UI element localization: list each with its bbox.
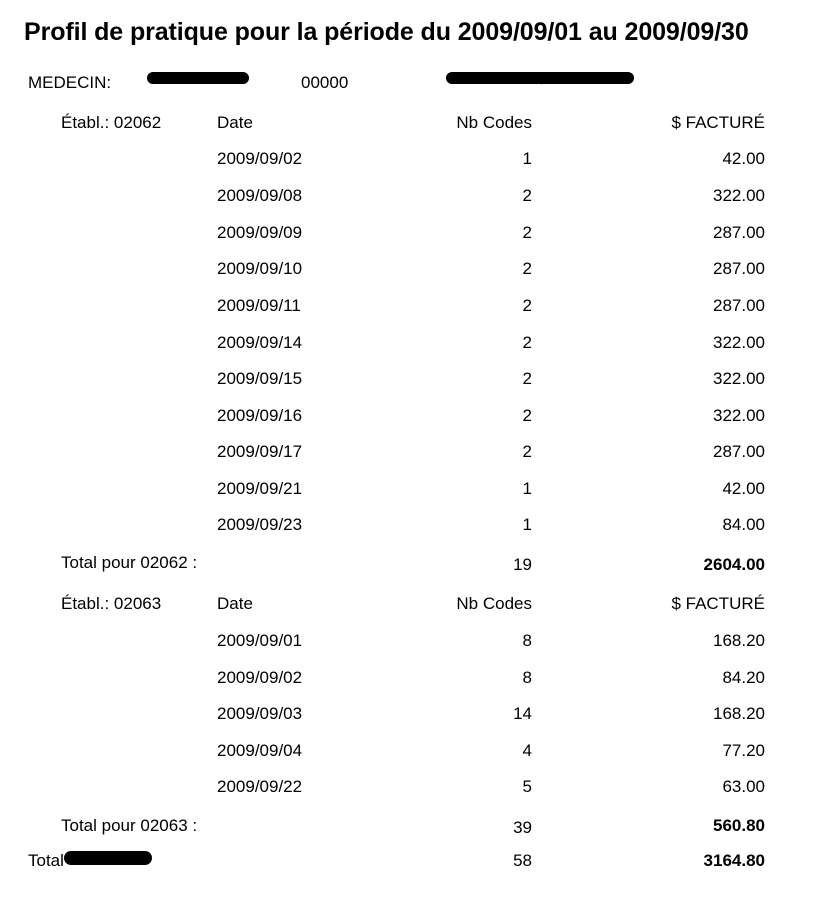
row-amount: 287.00 (713, 296, 765, 315)
row-date: 2009/09/23 (217, 515, 303, 534)
establishment-label: Établ.: 02062 (61, 113, 162, 132)
column-header-date: Date (217, 113, 253, 132)
redaction-medecin-name (446, 72, 634, 84)
row-nb-codes: 2 (522, 223, 532, 242)
column-header-facture: $ FACTURÉ (671, 594, 765, 613)
row-nb-codes: 14 (513, 704, 532, 723)
row-amount: 168.20 (713, 704, 765, 723)
row-date: 2009/09/03 (217, 704, 303, 723)
grand-total-amount: 3164.80 (703, 851, 765, 870)
row-amount: 84.00 (722, 515, 765, 534)
row-amount: 322.00 (713, 406, 765, 425)
subtotal-label: Total pour 02062 : (61, 553, 198, 572)
row-date: 2009/09/02 (217, 668, 303, 687)
row-nb-codes: 2 (522, 296, 532, 315)
row-date: 2009/09/21 (217, 479, 303, 498)
row-date: 2009/09/01 (217, 631, 303, 650)
row-date: 2009/09/14 (217, 333, 303, 352)
row-nb-codes: 2 (522, 406, 532, 425)
row-date: 2009/09/11 (217, 296, 301, 315)
row-nb-codes: 8 (522, 631, 532, 650)
row-amount: 287.00 (713, 259, 765, 278)
row-date: 2009/09/09 (217, 223, 303, 242)
row-nb-codes: 2 (522, 333, 532, 352)
row-date: 2009/09/17 (217, 442, 303, 461)
row-nb-codes: 2 (522, 369, 532, 388)
row-amount: 63.00 (722, 777, 765, 796)
row-date: 2009/09/22 (217, 777, 303, 796)
row-date: 2009/09/04 (217, 741, 303, 760)
row-date: 2009/09/08 (217, 186, 303, 205)
row-date: 2009/09/10 (217, 259, 303, 278)
row-date: 2009/09/16 (217, 406, 303, 425)
medecin-label: MEDECIN: (28, 73, 112, 92)
row-nb-codes: 1 (522, 149, 532, 168)
column-header-nb-codes: Nb Codes (456, 594, 532, 613)
row-nb-codes: 2 (522, 442, 532, 461)
column-header-date: Date (217, 594, 253, 613)
row-nb-codes: 1 (522, 515, 532, 534)
column-header-nb-codes: Nb Codes (456, 113, 532, 132)
row-date: 2009/09/15 (217, 369, 303, 388)
subtotal-amount: 2604.00 (703, 555, 765, 574)
redaction-grand-total (64, 851, 152, 865)
row-amount: 42.00 (722, 479, 765, 498)
subtotal-nb-codes: 39 (513, 818, 532, 837)
row-amount: 42.00 (722, 149, 765, 168)
row-amount: 322.00 (713, 333, 765, 352)
row-nb-codes: 5 (522, 777, 532, 796)
row-amount: 322.00 (713, 369, 765, 388)
row-date: 2009/09/02 (217, 149, 303, 168)
row-nb-codes: 1 (522, 479, 532, 498)
row-nb-codes: 2 (522, 186, 532, 205)
row-amount: 77.20 (722, 741, 765, 760)
page-title: Profil de pratique pour la période du 2009/09/01 au 2009/09/30 (24, 18, 749, 46)
establishment-label: Établ.: 02063 (61, 594, 162, 613)
medecin-code: 00000 (301, 73, 349, 92)
grand-total-label: Total (28, 851, 64, 870)
row-nb-codes: 4 (522, 741, 532, 760)
row-amount: 84.20 (722, 668, 765, 687)
row-amount: 168.20 (713, 631, 765, 650)
subtotal-nb-codes: 19 (513, 555, 532, 574)
row-amount: 287.00 (713, 223, 765, 242)
redaction-medecin-number (147, 72, 249, 84)
subtotal-label: Total pour 02063 : (61, 816, 198, 835)
column-header-facture: $ FACTURÉ (671, 113, 765, 132)
row-nb-codes: 8 (522, 668, 532, 687)
subtotal-amount: 560.80 (713, 816, 765, 835)
row-amount: 287.00 (713, 442, 765, 461)
grand-total-nb-codes: 58 (513, 851, 532, 870)
row-amount: 322.00 (713, 186, 765, 205)
row-nb-codes: 2 (522, 259, 532, 278)
